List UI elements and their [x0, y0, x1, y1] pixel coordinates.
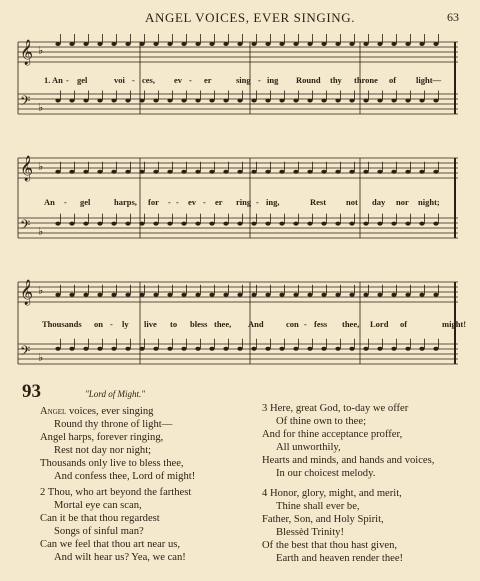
lyric-syllable: - — [132, 75, 135, 85]
treble-staff-3 — [18, 279, 458, 305]
lyric-syllable: - — [189, 75, 192, 85]
note-head — [111, 222, 116, 226]
note-head — [111, 347, 116, 351]
note-head — [433, 347, 438, 351]
note-head — [307, 170, 312, 174]
note-head — [181, 99, 186, 103]
note-head — [293, 42, 298, 46]
note-head — [69, 42, 74, 46]
note-head — [125, 170, 130, 174]
flat-icon: ♭ — [38, 284, 44, 297]
note-head — [279, 99, 284, 103]
note-head — [195, 293, 200, 297]
note-head — [265, 293, 270, 297]
note-head — [195, 42, 200, 46]
note-head — [83, 99, 88, 103]
flat-icon: ♭ — [38, 225, 44, 238]
bass-clef-icon: 𝄢 — [20, 217, 31, 236]
note-head — [321, 293, 326, 297]
lyric-syllable: harps, — [114, 197, 137, 207]
lyric-syllable: to — [170, 319, 178, 329]
note-head — [391, 222, 396, 226]
lyric-syllable: An — [44, 197, 55, 207]
flat-icon: ♭ — [38, 44, 44, 57]
note-head — [153, 99, 158, 103]
verse-line: Angel harps, forever ringing, — [40, 432, 164, 443]
note-head — [153, 222, 158, 226]
note-head — [181, 293, 186, 297]
treble-staff-2 — [18, 155, 458, 181]
note-head — [307, 293, 312, 297]
note-head — [307, 99, 312, 103]
note-head — [293, 222, 298, 226]
note-head — [391, 293, 396, 297]
note-head — [125, 347, 130, 351]
lyric-syllable: might! — [442, 319, 467, 329]
note-head — [111, 293, 116, 297]
verse-2 — [40, 486, 191, 564]
note-head — [419, 170, 424, 174]
note-head — [251, 170, 256, 174]
note-head — [237, 170, 242, 174]
note-head — [279, 42, 284, 46]
note-head — [391, 170, 396, 174]
note-head — [377, 99, 382, 103]
note-head — [307, 42, 312, 46]
note-head — [419, 293, 424, 297]
note-head — [251, 347, 256, 351]
hymn-number: 93 — [22, 381, 41, 402]
note-head — [405, 99, 410, 103]
note-head — [153, 347, 158, 351]
note-head — [237, 293, 242, 297]
note-head — [223, 347, 228, 351]
note-head — [335, 42, 340, 46]
note-head — [167, 170, 172, 174]
note-head — [195, 347, 200, 351]
verse-line: Round thy throne of light— — [54, 419, 173, 430]
note-head — [251, 222, 256, 226]
note-head — [209, 42, 214, 46]
verse-line: Songs of sinful man? — [54, 526, 144, 537]
note-head — [97, 293, 102, 297]
treble-clef-icon: 𝄞 — [20, 156, 34, 181]
note-head — [335, 222, 340, 226]
lyric-syllable: not — [346, 197, 358, 207]
note-head — [307, 222, 312, 226]
note-head — [97, 170, 102, 174]
note-head — [97, 42, 102, 46]
lyric-syllable: of — [389, 75, 397, 85]
note-head — [195, 170, 200, 174]
lyric-syllable: thy — [330, 75, 342, 85]
note-head — [167, 42, 172, 46]
note-head — [391, 42, 396, 46]
lyric-syllable: con — [286, 319, 299, 329]
note-head — [405, 170, 410, 174]
lyric-syllable: of — [400, 319, 408, 329]
note-head — [363, 347, 368, 351]
note-head — [167, 347, 172, 351]
note-head — [223, 293, 228, 297]
lyric-syllable: nor — [396, 197, 409, 207]
lyric-syllable: night; — [418, 197, 440, 207]
note-head — [279, 347, 284, 351]
note-head — [209, 293, 214, 297]
note-head — [237, 222, 242, 226]
note-head — [377, 170, 382, 174]
note-head — [433, 293, 438, 297]
note-head — [69, 170, 74, 174]
note-head — [153, 42, 158, 46]
note-head — [363, 170, 368, 174]
note-head — [363, 99, 368, 103]
lyric-syllable: thee, — [214, 319, 232, 329]
lyric-syllable: bless — [190, 319, 208, 329]
verse-line: Thousands only live to bless thee, — [40, 458, 184, 469]
verse-line: Can it be that thou regardest — [40, 513, 160, 524]
lyric-syllable: for — [148, 197, 159, 207]
note-head — [349, 222, 354, 226]
lyric-syllable: er — [215, 197, 223, 207]
verse-line: 4 Honor, glory, might, and merit, — [262, 488, 402, 499]
note-head — [363, 293, 368, 297]
note-head — [265, 222, 270, 226]
verse-line: And for thine acceptance proffer, — [262, 429, 403, 440]
bass-staff-2 — [18, 214, 458, 238]
lyric-syllable: - — [66, 75, 69, 85]
note-head — [69, 293, 74, 297]
lyric-syllable: ly — [122, 319, 129, 329]
note-head — [97, 347, 102, 351]
note-head — [223, 99, 228, 103]
verse-lead-word: Angel — [40, 406, 67, 417]
lyric-syllable: - — [64, 197, 67, 207]
running-head: ANGEL VOICES, EVER SINGING. — [145, 10, 356, 25]
note-head — [83, 347, 88, 351]
note-head — [433, 42, 438, 46]
note-head — [251, 99, 256, 103]
verse-line-text: voices, ever singing — [66, 406, 154, 417]
bass-staff-1 — [18, 91, 458, 115]
note-head — [391, 347, 396, 351]
lyric-syllable: ing — [267, 75, 279, 85]
note-head — [55, 347, 60, 351]
lyric-syllable: - — [176, 197, 179, 207]
note-head — [97, 99, 102, 103]
note-head — [391, 99, 396, 103]
lyric-syllable: er — [204, 75, 212, 85]
lyric-syllable: ring — [236, 197, 252, 207]
note-head — [167, 293, 172, 297]
note-head — [265, 99, 270, 103]
lyric-syllable: - — [256, 197, 259, 207]
note-head — [265, 347, 270, 351]
note-head — [111, 170, 116, 174]
lyric-syllable: ing, — [266, 197, 280, 207]
note-head — [125, 293, 130, 297]
flat-icon: ♭ — [38, 160, 44, 173]
flat-icon: ♭ — [38, 351, 44, 364]
note-head — [97, 222, 102, 226]
note-head — [279, 293, 284, 297]
note-head — [125, 42, 130, 46]
note-head — [405, 42, 410, 46]
lyric-syllable: thee, — [342, 319, 360, 329]
lyric-syllable: gel — [77, 75, 88, 85]
note-head — [181, 170, 186, 174]
lyric-syllable: Round — [296, 75, 321, 85]
verse-line — [40, 405, 195, 418]
lyric-syllable: light— — [416, 75, 442, 85]
verse-line: And confess thee, Lord of might! — [54, 471, 196, 482]
note-head — [433, 170, 438, 174]
note-head — [419, 347, 424, 351]
lyric-syllable: Lord — [370, 319, 389, 329]
verse-line: Father, Son, and Holy Spirit, — [262, 514, 384, 525]
note-head — [209, 99, 214, 103]
note-head — [349, 42, 354, 46]
note-head — [349, 99, 354, 103]
note-head — [223, 170, 228, 174]
note-head — [377, 222, 382, 226]
lyric-syllable: sing — [236, 75, 251, 85]
note-head — [321, 170, 326, 174]
note-head — [223, 222, 228, 226]
note-head — [237, 42, 242, 46]
note-head — [377, 347, 382, 351]
flat-icon: ♭ — [38, 101, 44, 114]
note-head — [335, 99, 340, 103]
note-head — [349, 347, 354, 351]
note-head — [167, 99, 172, 103]
note-head — [335, 170, 340, 174]
note-head — [349, 170, 354, 174]
note-head — [335, 347, 340, 351]
note-head — [265, 170, 270, 174]
note-head — [363, 42, 368, 46]
note-head — [195, 222, 200, 226]
note-head — [83, 222, 88, 226]
treble-staff-1 — [18, 34, 458, 65]
lyric-syllable: day — [372, 197, 386, 207]
lyric-syllable: gel — [80, 197, 91, 207]
page-number: 63 — [447, 10, 459, 24]
note-head — [293, 347, 298, 351]
lyric-syllable: - — [203, 197, 206, 207]
verse-line: All unworthily, — [276, 442, 341, 453]
verse-line: Blessèd Trinity! — [276, 527, 344, 538]
note-head — [181, 42, 186, 46]
lyric-syllable: live — [144, 319, 157, 329]
note-head — [293, 99, 298, 103]
note-head — [363, 222, 368, 226]
note-head — [279, 170, 284, 174]
verse-line: Of thine own to thee; — [276, 416, 367, 427]
lyric-syllable: fess — [314, 319, 328, 329]
note-head — [321, 42, 326, 46]
note-head — [419, 222, 424, 226]
note-head — [83, 42, 88, 46]
note-head — [377, 293, 382, 297]
bass-clef-icon: 𝄢 — [20, 343, 31, 362]
verse-line: Rest not day nor night; — [54, 445, 152, 456]
note-head — [349, 293, 354, 297]
note-head — [125, 99, 130, 103]
verse-line: Earth and heaven render thee! — [276, 553, 404, 564]
verse-line: Thine shall ever be, — [276, 501, 360, 512]
note-head — [405, 293, 410, 297]
note-head — [69, 222, 74, 226]
verse-line: Can we feel that thou art near us, — [40, 539, 181, 550]
lyric-syllable: Rest — [310, 197, 327, 207]
note-head — [55, 42, 60, 46]
note-head — [293, 170, 298, 174]
lyric-syllable: ev — [174, 75, 183, 85]
note-head — [153, 170, 158, 174]
verse-4 — [262, 487, 403, 565]
note-head — [83, 293, 88, 297]
tune-name: "Lord of Might." — [85, 389, 145, 399]
note-head — [237, 347, 242, 351]
verse-3 — [262, 402, 434, 480]
lyric-syllable: And — [248, 319, 264, 329]
note-head — [279, 222, 284, 226]
note-head — [405, 347, 410, 351]
note-head — [433, 222, 438, 226]
note-head — [195, 99, 200, 103]
note-head — [111, 42, 116, 46]
note-head — [125, 222, 130, 226]
verse-line: Of the best that thou hast given, — [262, 540, 398, 551]
note-head — [153, 293, 158, 297]
note-head — [251, 42, 256, 46]
note-head — [55, 222, 60, 226]
note-head — [293, 293, 298, 297]
lyric-syllable: - — [168, 197, 171, 207]
note-head — [377, 42, 382, 46]
lyric-syllable: ev — [188, 197, 197, 207]
note-head — [83, 170, 88, 174]
note-head — [209, 347, 214, 351]
note-head — [69, 99, 74, 103]
verse-line: Hearts and minds, and hands and voices, — [262, 455, 435, 466]
music-system-1 — [0, 34, 480, 154]
note-head — [181, 222, 186, 226]
note-head — [419, 42, 424, 46]
lyric-syllable: - — [110, 319, 113, 329]
note-head — [223, 42, 228, 46]
verse-line: And wilt hear us? Yea, we can! — [54, 552, 186, 563]
note-head — [181, 347, 186, 351]
note-head — [321, 99, 326, 103]
note-head — [55, 293, 60, 297]
verse-line: In our choicest melody. — [276, 468, 376, 479]
note-head — [209, 222, 214, 226]
note-head — [265, 42, 270, 46]
lyric-syllable: on — [94, 319, 103, 329]
lyric-syllable: throne — [354, 75, 378, 85]
verse-line: 3 Here, great God, to-day we offer — [262, 403, 409, 414]
bass-staff-3 — [18, 339, 458, 364]
note-head — [321, 347, 326, 351]
note-head — [335, 293, 340, 297]
lyric-syllable: Thousands — [42, 319, 82, 329]
note-head — [433, 99, 438, 103]
lyric-syllable: - — [304, 319, 307, 329]
treble-clef-icon: 𝄞 — [20, 40, 34, 65]
note-head — [55, 99, 60, 103]
note-head — [307, 347, 312, 351]
note-head — [55, 170, 60, 174]
note-head — [405, 222, 410, 226]
treble-clef-icon: 𝄞 — [20, 280, 34, 305]
verse-1 — [40, 405, 195, 483]
note-head — [167, 222, 172, 226]
note-head — [251, 293, 256, 297]
lyric-syllable: 1. An — [44, 75, 63, 85]
note-head — [321, 222, 326, 226]
lyric-syllable: ces, — [142, 75, 155, 85]
note-head — [209, 170, 214, 174]
note-head — [111, 99, 116, 103]
lyric-syllable: - — [258, 75, 261, 85]
lyric-syllable: voi — [114, 75, 125, 85]
note-head — [419, 99, 424, 103]
bass-clef-icon: 𝄢 — [20, 93, 31, 112]
note-head — [237, 99, 242, 103]
verse-line: 2 Thou, who art beyond the farthest — [40, 487, 192, 498]
note-head — [69, 347, 74, 351]
verse-line: Mortal eye can scan, — [54, 500, 142, 511]
